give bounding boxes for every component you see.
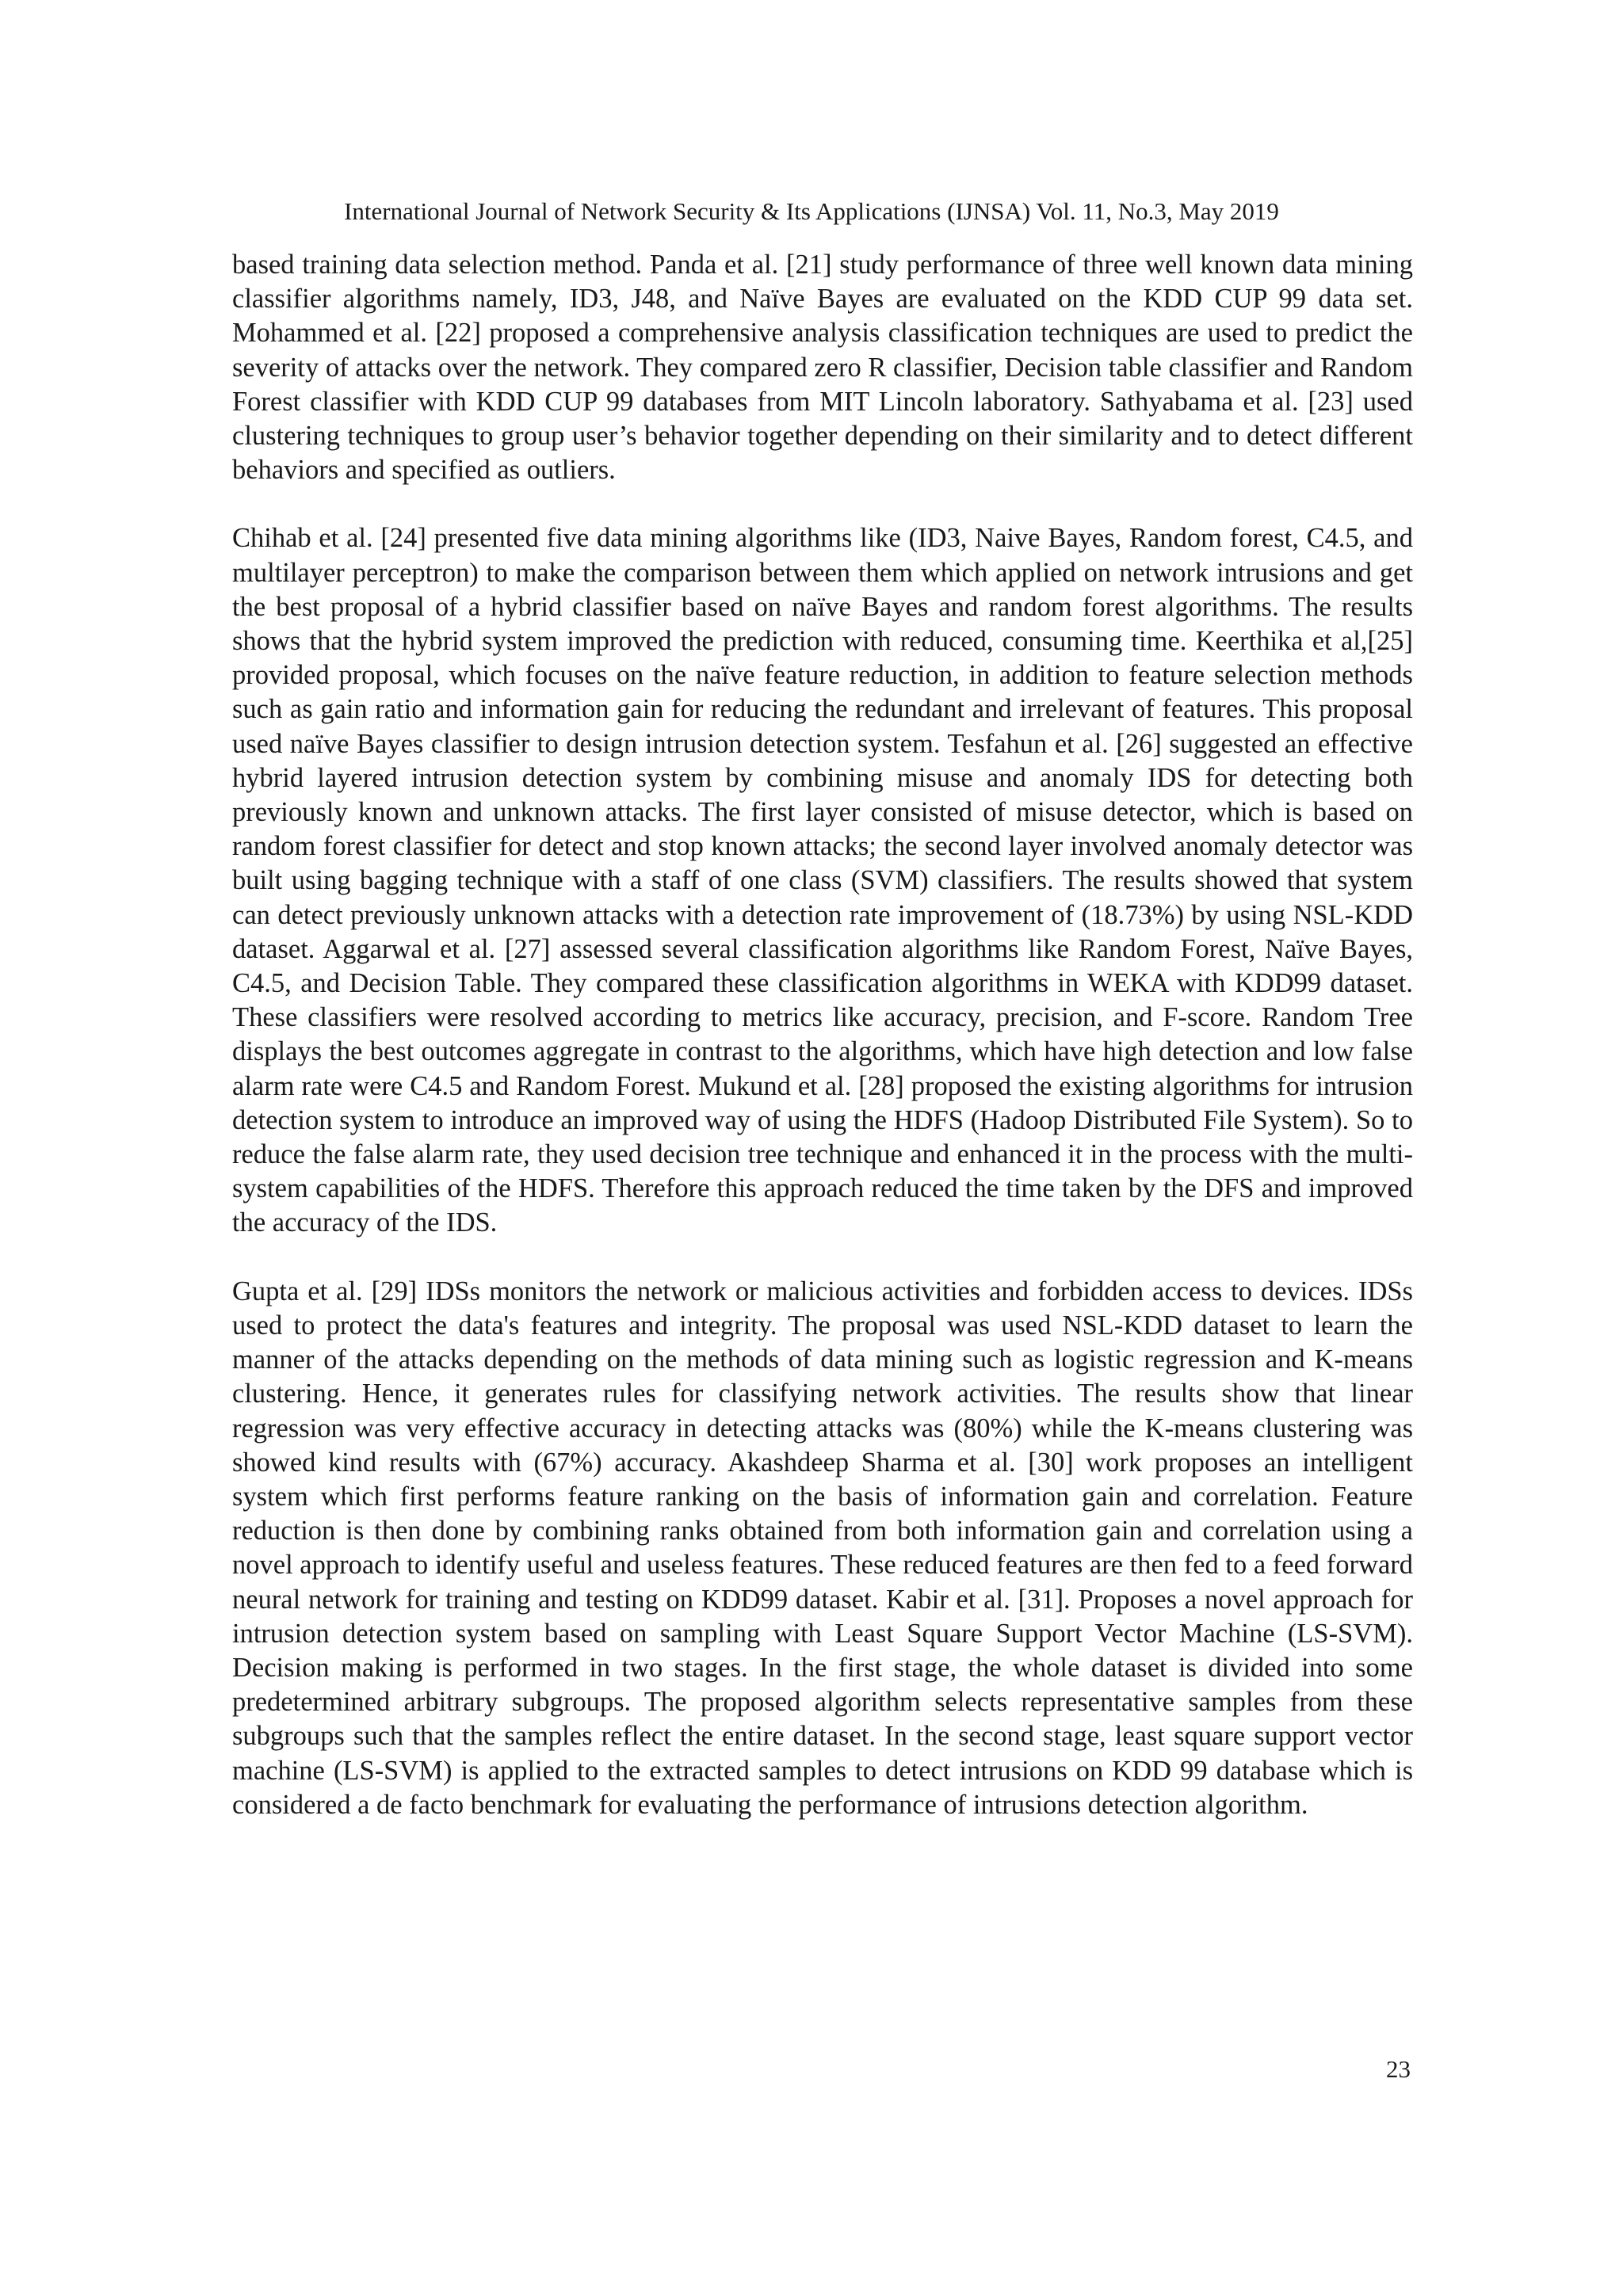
running-header: International Journal of Network Security & Its Applications (IJNSA) Vol. 11, No.3, May 2019 bbox=[344, 197, 1279, 225]
paragraph-related-work-3: Gupta et al. [29] IDSs monitors the network or malicious activities and forbidden access to devices. IDSs used to protect the data's features and integrity. The proposal was used NSL-KDD dataset to learn the manner of the attacks depending on the methods of data mining such as logistic regression and K-means clustering. Hence, it generates rules for classifying network activities. The results show that linear regression was very effective accuracy in detecting attacks was (80%) while the K-means clustering was showed kind results with (67%) accuracy. Akashdeep Sharma et al. [30] work proposes an intelligent system which first performs feature ranking on the basis of information gain and correlation. Feature reduction is then done by combining ranks obtained from both information gain and correlation using a novel approach to identify useful and useless features. These reduced features are then fed to a feed forward neural network for training and testing on KDD99 dataset. Kabir et al. [31]. Proposes a novel approach for intrusion detection system based on sampling with Least Square Support Vector Machine (LS-SVM). Decision making is performed in two stages. In the first stage, the whole dataset is divided into some predetermined arbitrary subgroups. The proposed algorithm selects representative samples from these subgroups such that the samples reflect the entire dataset. In the second stage, least square support vector machine (LS-SVM) is applied to the extracted samples to detect intrusions on KDD 99 database which is considered a de facto benchmark for evaluating the performance of intrusions detection algorithm. bbox=[232, 1276, 1413, 1820]
page-body bbox=[232, 248, 1413, 1856]
paragraph-related-work-1: based training data selection method. Panda et al. [21] study performance of three well known data mining classifier algorithms namely, ID3, J48, and Naïve Bayes are evaluated on the KDD CUP 99 data set. Mohammed et al. [22] proposed a comprehensive analysis classification techniques are used to predict the severity of attacks over the network. They compared zero R classifier, Decision table classifier and Random Forest classifier with KDD CUP 99 databases from MIT Lincoln laboratory. Sathyabama et al. [23] used clustering techniques to group user’s behavior together depending on their similarity and to detect different behaviors and specified as outliers. bbox=[232, 250, 1413, 486]
paragraph-related-work-2: Chihab et al. [24] presented five data mining algorithms like (ID3, Naive Bayes, Random forest, C4.5, and multilayer perceptron) to make the comparison between them which applied on network intrusions and get the best proposal of a hybrid classifier based on naïve Bayes and random forest algorithms. The results shows that the hybrid system improved the prediction with reduced, consuming time. Keerthika et al,[25] provided proposal, which focuses on the naïve feature reduction, in addition to feature selection methods such as gain ratio and information gain for reducing the redundant and irrelevant of features. This proposal used naïve Bayes classifier to design intrusion detection system. Tesfahun et al. [26] suggested an effective hybrid layered intrusion detection system by combining misuse and anomaly IDS for detecting both previously known and unknown attacks. The first layer consisted of misuse detector, which is based on random forest classifier for detect and stop known attacks; the second layer involved anomaly detector was built using bagging technique with a staff of one class (SVM) classifiers. The results showed that system can detect previously unknown attacks with a detection rate improvement of (18.73%) by using NSL-KDD dataset. Aggarwal et al. [27] assessed several classification algorithms like Random Forest, Naïve Bayes, C4.5, and Decision Table. They compared these classification algorithms in WEKA with KDD99 dataset. These classifiers were resolved according to metrics like accuracy, precision, and F-score. Random Tree displays the best outcomes aggregate in contrast to the algorithms, which have high detection and low false alarm rate were C4.5 and Random Forest. Mukund et al. [28] proposed the existing algorithms for intrusion detection system to introduce an improved way of using the HDFS (Hadoop Distributed File System). So to reduce the false alarm rate, they used decision tree technique and enhanced it in the process with the multi-system capabilities of the HDFS. Therefore this approach reduced the time taken by the DFS and improved the accuracy of the IDS. bbox=[232, 523, 1413, 1238]
page-number: 23 bbox=[1386, 2055, 1411, 2083]
